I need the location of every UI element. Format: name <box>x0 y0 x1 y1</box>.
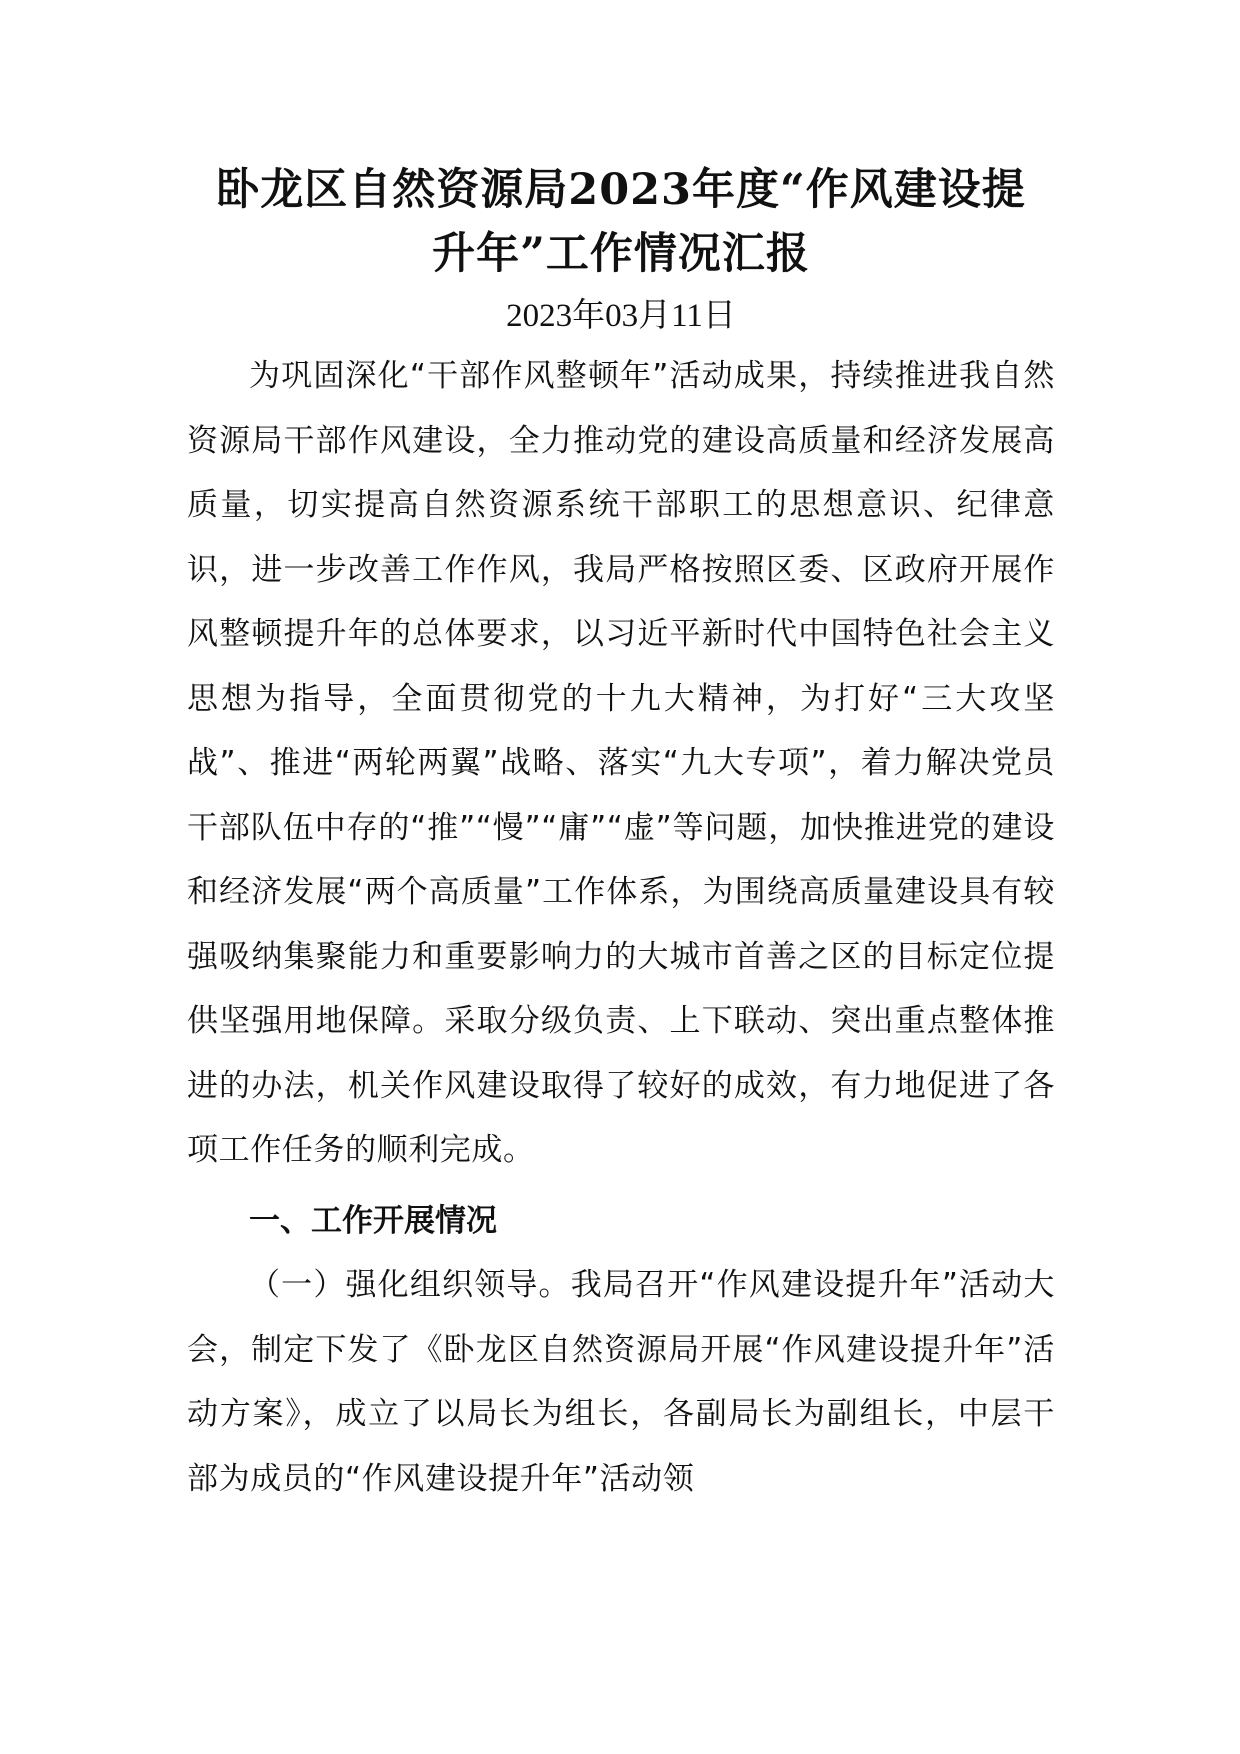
section-1-paragraph-1: （一）强化组织领导。我局召开“作风建设提升年”活动大会，制定下发了《卧龙区自然资源局开展“作风建设提升年”活动方案》，成立了以局长为组长，各副局长为副组长，中层干部为成员的“作风建设提升年”活动领 <box>187 1267 1055 1497</box>
intro-paragraph: 为巩固深化“干部作风整顿年”活动成果，持续推进我自然资源局干部作风建设，全力推动党的建设高质量和经济发展高质量，切实提高自然资源系统干部职工的思想意识、纪律意识，进一步改善工作作风，我局严格按照区委、区政府开展作风整顿提升年的总体要求，以习近平新时代中国特色社会主义思想为指导，全面贯彻党的十九大精神，为打好“三大攻坚战”、推进“两轮两翼”战略、落实“九大专项”，着力解决党员干部队伍中存的“推”“慢”“庸”“虚”等问题，加快推进党的建设和经济发展“两个高质量”工作体系，为围绕高质量建设具有较强吸纳集聚能力和重要影响力的大城市首善之区的目标定位提供坚强用地保障。采取分级负责、上下联动、突出重点整体推进的办法，机关作风建设取得了较好的成效，有力地促进了各项工作任务的顺利完成。 <box>187 358 1055 1168</box>
document-body <box>187 158 1055 1511</box>
title-line-1: 卧龙区自然资源局2023年度“作风建设提 <box>216 165 1026 215</box>
document-date: 2023年03月11日 <box>506 298 736 334</box>
section-heading-1: 一、工作开展情况 <box>249 1202 497 1239</box>
document-title <box>187 158 1055 286</box>
title-line-2: 升年”工作情况汇报 <box>432 229 810 279</box>
